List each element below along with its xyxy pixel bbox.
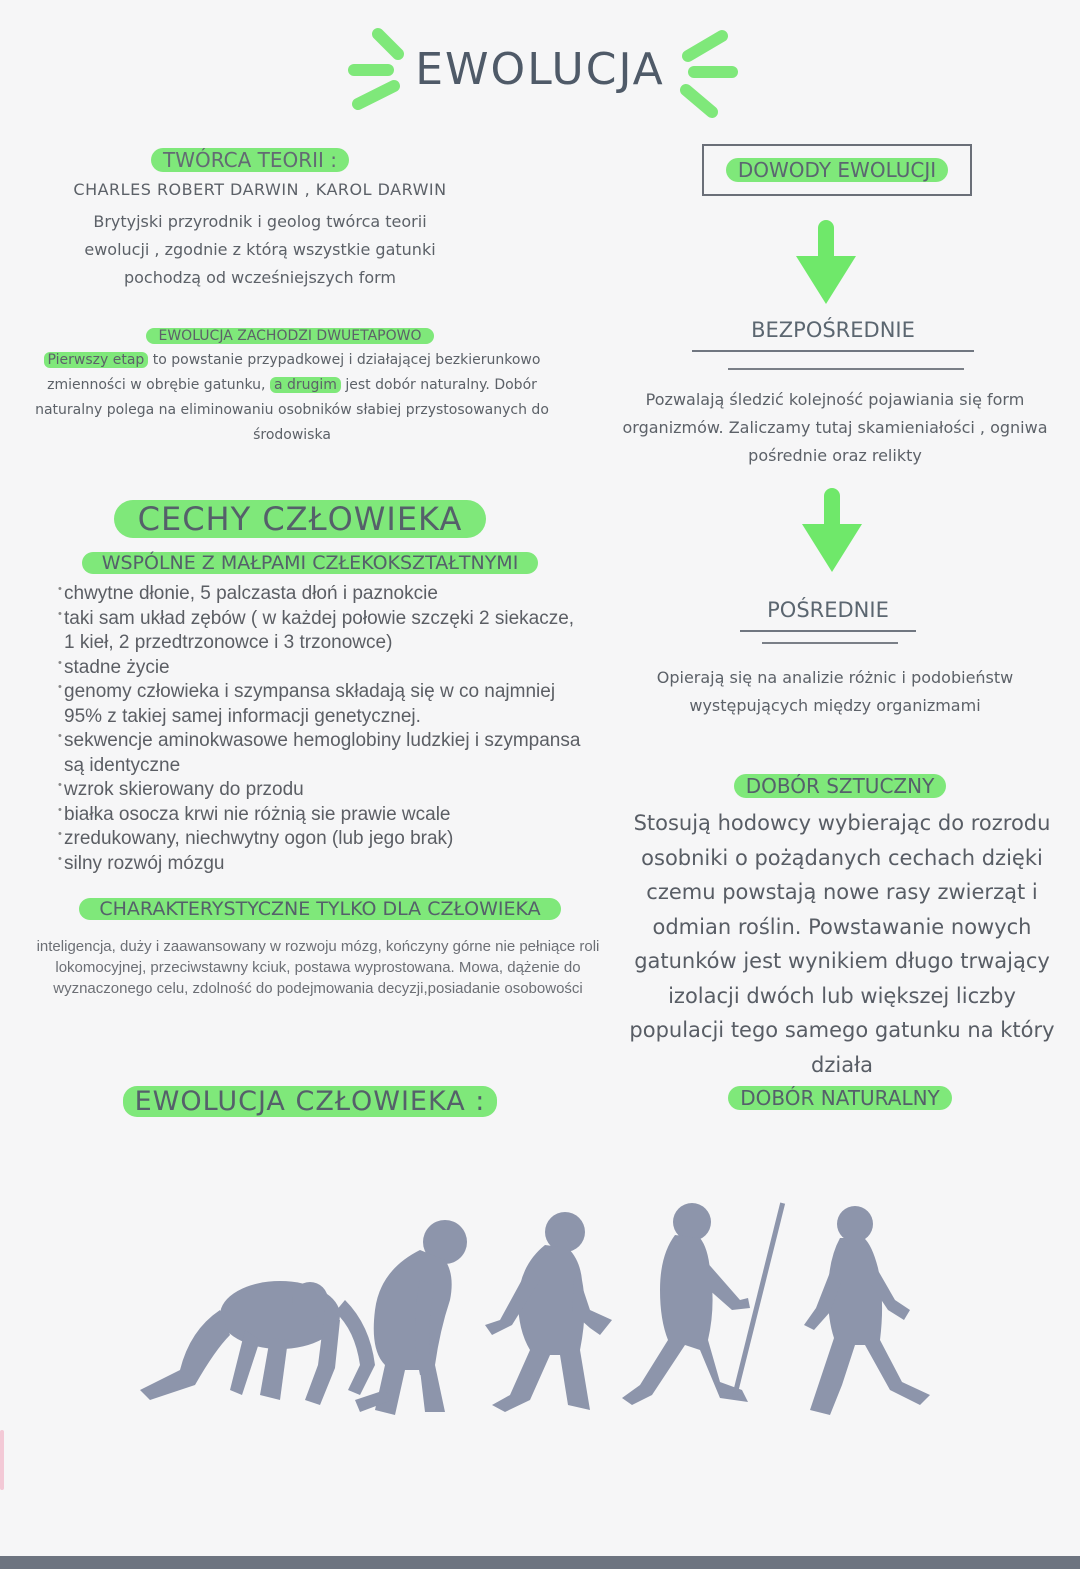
- divider: [740, 630, 916, 632]
- homo-erectus-silhouette: [622, 1202, 785, 1405]
- list-item: • genomy człowieka i szympansa składają się w co najmniej 95% z takiej samej informacji genetycznej.: [64, 680, 584, 729]
- unique-traits-text: inteligencja, duży i zaawansowany w rozwoju mózg, kończyny górne nie pełniące roli lokomocyjnej, przeciwstawny kciuk, postawa wyprostowana. Mowa, dążenie do wyznaczonego celu, zdolność do podejmowania decyzji,posiadanie osobowości: [36, 938, 600, 997]
- unique-traits-heading: [30, 898, 610, 920]
- creator-heading-text: TWÓRCA TEORII :: [151, 148, 349, 172]
- bottom-bar: [0, 1556, 1080, 1569]
- indirect-evidence-label: POŚREDNIE: [767, 598, 889, 622]
- early-hominid-silhouette: [485, 1212, 612, 1412]
- first-stage-label: Pierwszy etap: [44, 352, 149, 368]
- natural-selection-label: [690, 1086, 990, 1110]
- creator-heading: [40, 148, 460, 172]
- artificial-selection-heading-text: DOBÓR SZTUCZNY: [734, 774, 947, 798]
- modern-human-silhouette: [804, 1206, 930, 1415]
- second-stage-label: a drugim: [270, 377, 341, 393]
- divider: [728, 368, 964, 370]
- creator-description-line: Brytyjski przyrodnik i geolog twórca teorii: [93, 212, 427, 231]
- edge-mark: [0, 1430, 4, 1490]
- direct-evidence-label: BEZPOŚREDNIE: [751, 318, 915, 342]
- evidence-heading-text: DOWODY EWOLUCJI: [726, 158, 948, 182]
- list-item: • białka osocza krwi nie różnią sie prawie wcale: [64, 803, 584, 828]
- stages-heading: [40, 328, 540, 344]
- list-item: • silny rozwój mózgu: [64, 852, 584, 877]
- list-item: • stadne życie: [64, 656, 584, 681]
- indirect-evidence-text: Opierają się na analizie różnic i podobieństw występujących między organizmami: [656, 668, 1014, 715]
- natural-selection-label-text: DOBÓR NATURALNY: [728, 1086, 952, 1110]
- creator-description: [40, 208, 480, 292]
- human-evolution-title-text: EWOLUCJA CZŁOWIEKA :: [123, 1086, 498, 1117]
- human-evolution-title: [80, 1086, 540, 1117]
- artificial-selection-text: Stosują hodowcy wybierając do rozrodu osobniki o pożądanych cechach dzięki czemu powstają nowe rasy zwierząt i odmian roślin. Powstawanie nowych gatunków jest wynikiem długo trwający izolacji dwóch lub większej liczby populacji tego samego gatunku na który działa: [629, 811, 1055, 1077]
- list-item: • zredukowany, niechwytny ogon (lub jego brak): [64, 827, 584, 852]
- page-title: [0, 44, 1080, 95]
- shared-traits-list: [64, 582, 584, 876]
- creator-description-line: ewolucji , zgodnie z którą wszystkie gatunki: [84, 240, 436, 259]
- ape-silhouette: [140, 1281, 375, 1405]
- divider: [692, 350, 974, 352]
- list-item: • sekwencje aminokwasowe hemoglobiny ludzkiej i szympansa są identyczne: [64, 729, 584, 778]
- creator-description-line: pochodzą od wcześniejszych form: [123, 268, 396, 287]
- creator-names: CHARLES ROBERT DARWIN , KAROL DARWIN: [73, 180, 447, 199]
- stages-text-part2: jest dobór naturalny. Dobór naturalny polega na eliminowaniu osobników słabiej przystosowanych do środowiska: [35, 377, 549, 443]
- stages-text: [12, 348, 572, 448]
- evolution-silhouettes: [120, 1190, 980, 1430]
- human-traits-title: [70, 500, 530, 538]
- unique-traits-heading-text: CHARAKTERYSTYCZNE TYLKO DLA CZŁOWIEKA: [79, 898, 560, 920]
- list-item: • taki sam układ zębów ( w każdej połowie szczęki 2 siekacze, 1 kieł, 2 przedtrzonowce i 3 trzonowce): [64, 607, 584, 656]
- direct-evidence-text: Pozwalają śledzić kolejność pojawiania się form organizmów. Zaliczamy tutaj skamieniałości , ogniwa pośrednie oraz relikty: [622, 390, 1048, 465]
- shared-traits-heading: [20, 552, 600, 574]
- divider: [762, 642, 898, 644]
- evidence-heading: [702, 158, 972, 182]
- list-item: • chwytne dłonie, 5 palczasta dłoń i paznokcie: [64, 582, 584, 607]
- down-arrow-icon: [794, 220, 858, 308]
- stages-heading-text: EWOLUCJA ZACHODZI DWUETAPOWO: [146, 328, 433, 344]
- list-item: • wzrok skierowany do przodu: [64, 778, 584, 803]
- shared-traits-heading-text: WSPÓLNE Z MAŁPAMI CZŁEKOKSZTAŁTNYMI: [82, 552, 539, 574]
- artificial-selection-heading: [690, 774, 990, 798]
- stages-text-part1: to powstanie przypadkowej i działającej bezkierunkowo zmienności w obrębie gatunku,: [47, 352, 541, 393]
- human-traits-title-text: CECHY CZŁOWIEKA: [114, 500, 487, 538]
- hunched-ape-silhouette: [355, 1220, 467, 1415]
- down-arrow-icon: [800, 488, 864, 576]
- page-title-text: EWOLUCJA: [415, 44, 665, 95]
